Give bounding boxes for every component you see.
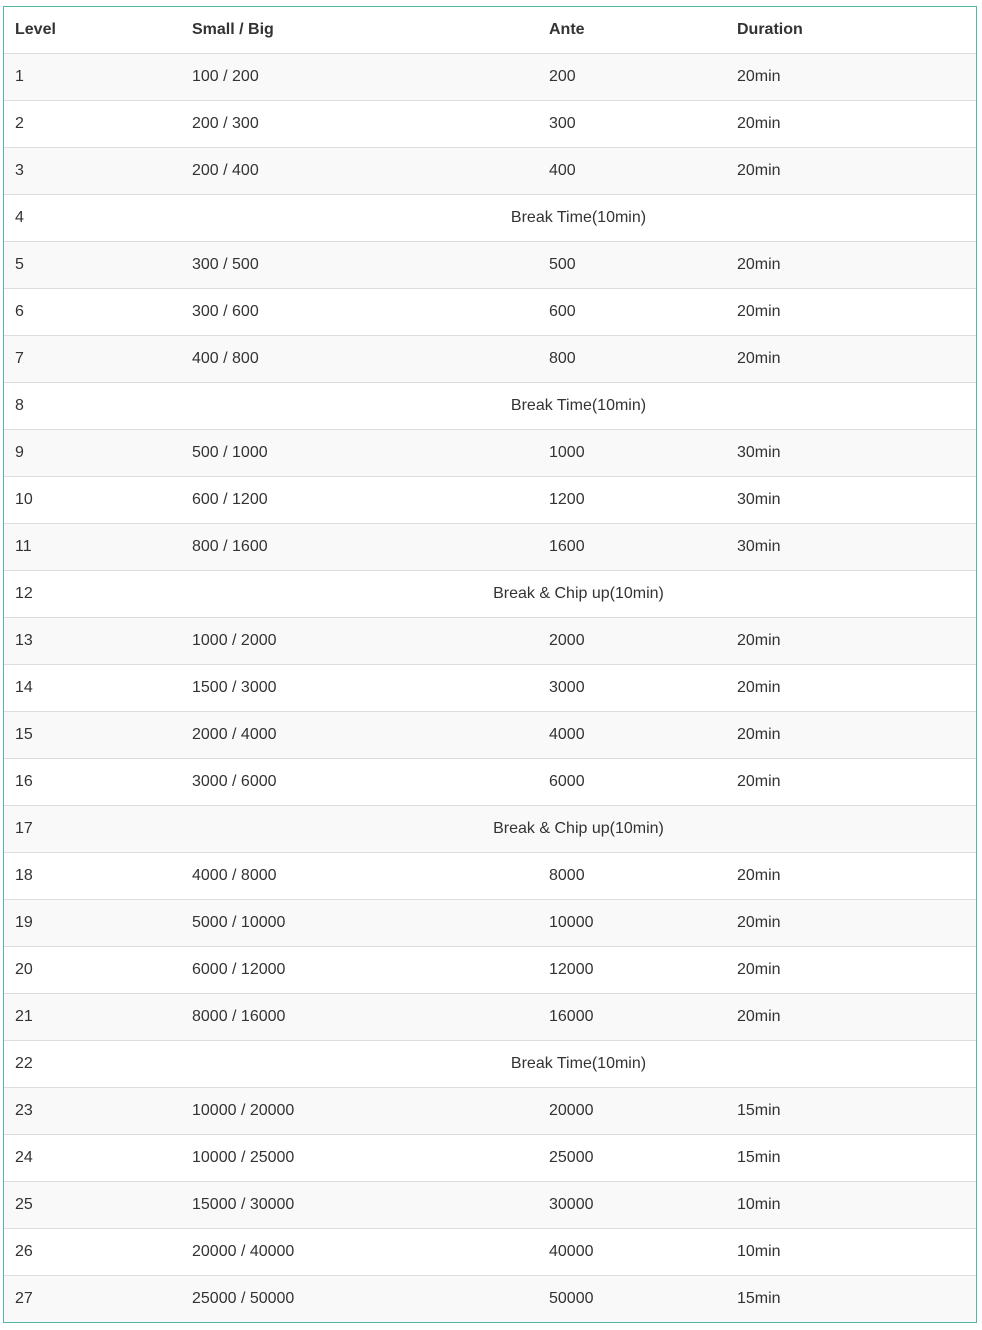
duration-cell: 20min [726, 712, 976, 759]
small-big-cell: 800 / 1600 [181, 524, 538, 571]
ante-cell: 12000 [538, 947, 726, 994]
small-big-cell: 15000 / 30000 [181, 1182, 538, 1229]
ante-cell: 1000 [538, 430, 726, 477]
blind-structure-frame [3, 6, 977, 1323]
break-cell: Break & Chip up(10min) [181, 806, 976, 853]
small-big-cell: 10000 / 25000 [181, 1135, 538, 1182]
level-cell: 18 [4, 853, 181, 900]
duration-cell: 15min [726, 1088, 976, 1135]
level-cell: 11 [4, 524, 181, 571]
level-cell: 17 [4, 806, 181, 853]
small-big-cell: 500 / 1000 [181, 430, 538, 477]
small-big-cell: 2000 / 4000 [181, 712, 538, 759]
small-big-cell: 200 / 300 [181, 101, 538, 148]
duration-cell: 20min [726, 101, 976, 148]
break-row [4, 195, 976, 242]
ante-cell: 1200 [538, 477, 726, 524]
ante-cell: 500 [538, 242, 726, 289]
level-cell: 5 [4, 242, 181, 289]
duration-cell: 20min [726, 665, 976, 712]
level-cell: 9 [4, 430, 181, 477]
duration-cell: 20min [726, 148, 976, 195]
level-cell: 14 [4, 665, 181, 712]
ante-cell: 1600 [538, 524, 726, 571]
break-row [4, 1041, 976, 1088]
header-level: Level [15, 21, 56, 38]
duration-cell: 20min [726, 336, 976, 383]
level-cell: 26 [4, 1229, 181, 1276]
table-row [4, 618, 976, 665]
duration-cell: 30min [726, 524, 976, 571]
header-duration: Duration [737, 21, 803, 38]
ante-cell: 50000 [538, 1276, 726, 1323]
duration-cell: 15min [726, 1135, 976, 1182]
table-row [4, 1182, 976, 1229]
level-cell: 8 [4, 383, 181, 430]
level-cell: 4 [4, 195, 181, 242]
small-big-cell: 600 / 1200 [181, 477, 538, 524]
small-big-cell: 300 / 600 [181, 289, 538, 336]
table-row [4, 477, 976, 524]
small-big-cell: 20000 / 40000 [181, 1229, 538, 1276]
table-row [4, 524, 976, 571]
small-big-cell: 300 / 500 [181, 242, 538, 289]
table-row [4, 336, 976, 383]
table-row [4, 430, 976, 477]
duration-cell: 20min [726, 994, 976, 1041]
duration-cell: 30min [726, 430, 976, 477]
table-row [4, 1088, 976, 1135]
break-row [4, 806, 976, 853]
table-row [4, 1276, 976, 1323]
table-row [4, 712, 976, 759]
table-row [4, 289, 976, 336]
header-ante: Ante [549, 21, 585, 38]
table-row [4, 665, 976, 712]
level-cell: 27 [4, 1276, 181, 1323]
level-cell: 12 [4, 571, 181, 618]
level-cell: 13 [4, 618, 181, 665]
table-row [4, 54, 976, 101]
duration-cell: 20min [726, 54, 976, 101]
duration-cell: 20min [726, 242, 976, 289]
small-big-cell: 5000 / 10000 [181, 900, 538, 947]
level-cell: 1 [4, 54, 181, 101]
ante-cell: 800 [538, 336, 726, 383]
small-big-cell: 3000 / 6000 [181, 759, 538, 806]
level-cell: 15 [4, 712, 181, 759]
duration-cell: 15min [726, 1276, 976, 1323]
ante-cell: 16000 [538, 994, 726, 1041]
table-row [4, 853, 976, 900]
table-row [4, 994, 976, 1041]
table-row [4, 242, 976, 289]
level-cell: 25 [4, 1182, 181, 1229]
duration-cell: 30min [726, 477, 976, 524]
ante-cell: 200 [538, 54, 726, 101]
small-big-cell: 1500 / 3000 [181, 665, 538, 712]
ante-cell: 600 [538, 289, 726, 336]
duration-cell: 10min [726, 1182, 976, 1229]
level-cell: 24 [4, 1135, 181, 1182]
header-small-big: Small / Big [192, 21, 274, 38]
level-cell: 10 [4, 477, 181, 524]
break-cell: Break Time(10min) [181, 383, 976, 430]
small-big-cell: 8000 / 16000 [181, 994, 538, 1041]
break-row [4, 571, 976, 618]
table-row [4, 1135, 976, 1182]
ante-cell: 20000 [538, 1088, 726, 1135]
small-big-cell: 1000 / 2000 [181, 618, 538, 665]
small-big-cell: 10000 / 20000 [181, 1088, 538, 1135]
ante-cell: 2000 [538, 618, 726, 665]
small-big-cell: 6000 / 12000 [181, 947, 538, 994]
table-header [4, 7, 976, 54]
ante-cell: 25000 [538, 1135, 726, 1182]
duration-cell: 20min [726, 759, 976, 806]
ante-cell: 400 [538, 148, 726, 195]
break-row [4, 383, 976, 430]
ante-cell: 8000 [538, 853, 726, 900]
level-cell: 2 [4, 101, 181, 148]
ante-cell: 10000 [538, 900, 726, 947]
table-row [4, 759, 976, 806]
duration-cell: 20min [726, 900, 976, 947]
duration-cell: 20min [726, 947, 976, 994]
table-body [4, 54, 976, 1323]
ante-cell: 4000 [538, 712, 726, 759]
level-cell: 6 [4, 289, 181, 336]
table-row [4, 947, 976, 994]
duration-cell: 20min [726, 618, 976, 665]
table-row [4, 148, 976, 195]
level-cell: 22 [4, 1041, 181, 1088]
ante-cell: 40000 [538, 1229, 726, 1276]
level-cell: 16 [4, 759, 181, 806]
small-big-cell: 100 / 200 [181, 54, 538, 101]
duration-cell: 20min [726, 853, 976, 900]
table-row [4, 1229, 976, 1276]
level-cell: 7 [4, 336, 181, 383]
level-cell: 3 [4, 148, 181, 195]
table-row [4, 101, 976, 148]
small-big-cell: 4000 / 8000 [181, 853, 538, 900]
break-cell: Break Time(10min) [181, 1041, 976, 1088]
blind-structure-table [4, 7, 976, 1322]
break-cell: Break & Chip up(10min) [181, 571, 976, 618]
table-row [4, 900, 976, 947]
small-big-cell: 200 / 400 [181, 148, 538, 195]
header-row [4, 7, 976, 54]
ante-cell: 3000 [538, 665, 726, 712]
break-cell: Break Time(10min) [181, 195, 976, 242]
level-cell: 23 [4, 1088, 181, 1135]
level-cell: 19 [4, 900, 181, 947]
duration-cell: 20min [726, 289, 976, 336]
duration-cell: 10min [726, 1229, 976, 1276]
ante-cell: 6000 [538, 759, 726, 806]
level-cell: 20 [4, 947, 181, 994]
ante-cell: 300 [538, 101, 726, 148]
ante-cell: 30000 [538, 1182, 726, 1229]
small-big-cell: 400 / 800 [181, 336, 538, 383]
small-big-cell: 25000 / 50000 [181, 1276, 538, 1323]
level-cell: 21 [4, 994, 181, 1041]
